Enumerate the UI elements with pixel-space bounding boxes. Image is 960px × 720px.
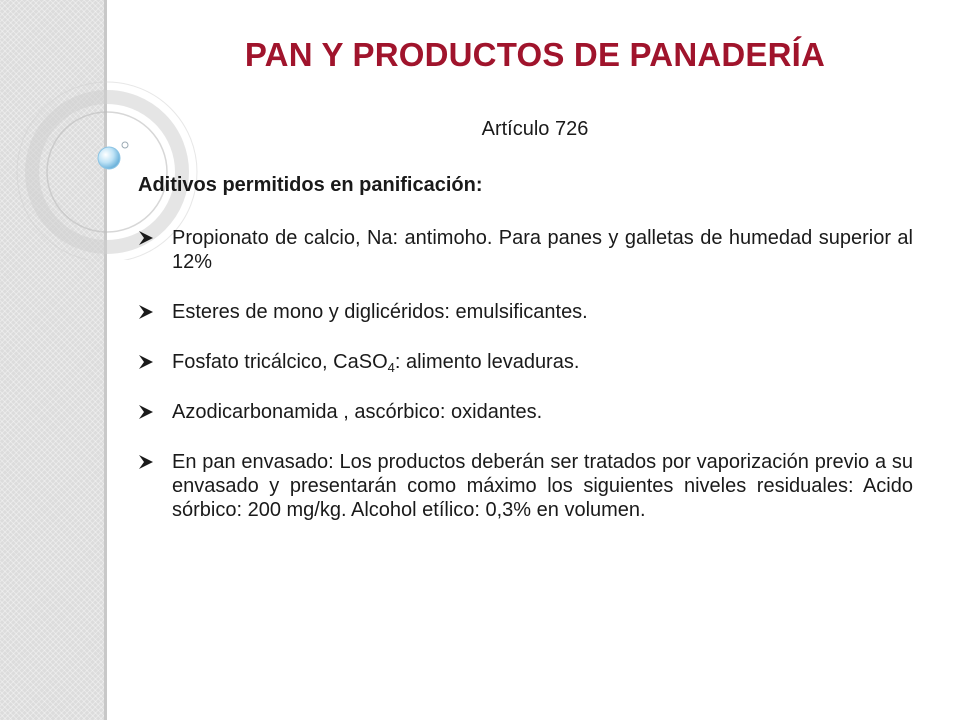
arrowhead-bullet-icon (138, 354, 154, 370)
list-item (138, 300, 913, 324)
section-heading: Aditivos permitidos en panificación: (138, 174, 483, 196)
bullet-text: En pan envasado: Los productos deberán ser tratados por vaporización previo a su envasado y presentarán como máximo los siguientes niveles residuales: Acido sórbico: 200 mg/kg. Alcohol etílico: 0,3% en volumen. (172, 451, 913, 521)
bullet-text: Esteres de mono y diglicéridos: emulsificantes. (172, 301, 588, 323)
article-number: Artículo 726 (481, 118, 589, 140)
arrowhead-bullet-icon (138, 454, 154, 470)
bullet-text-before: Fosfato tricálcico, CaSO (172, 351, 388, 373)
list-item (138, 350, 913, 374)
bullet-text: Azodicarbonamida , ascórbico: oxidantes. (172, 401, 543, 423)
list-item (138, 226, 913, 274)
bubble-small-icon (122, 142, 128, 148)
bubble-large-icon (98, 147, 120, 169)
arrowhead-bullet-icon (138, 404, 154, 420)
list-item (138, 450, 913, 522)
slide-title: PAN Y PRODUCTOS DE PANADERÍA (244, 36, 826, 73)
bullet-text: Propionato de calcio, Na: antimoho. Para panes y galletas de humedad superior al 12% (172, 227, 913, 273)
bullet-text-after: : alimento levaduras. (394, 351, 580, 373)
arrowhead-bullet-icon (138, 304, 154, 320)
bullet-subscript: 4 (387, 360, 395, 375)
arrowhead-bullet-icon (138, 230, 154, 246)
bullet-list (138, 226, 913, 548)
list-item (138, 400, 913, 424)
